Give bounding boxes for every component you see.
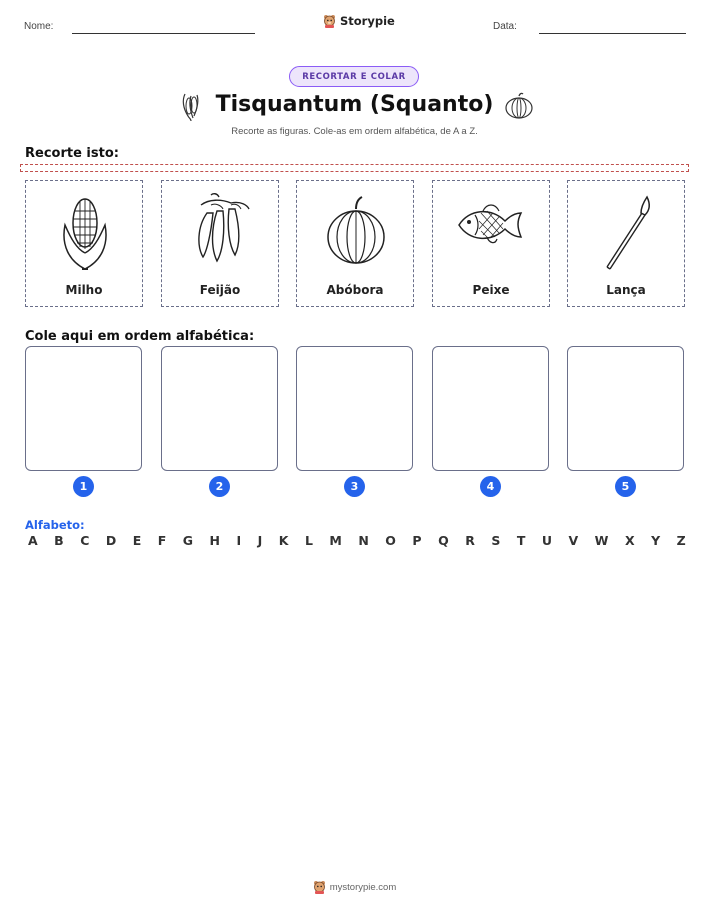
fish-icon — [455, 191, 525, 273]
paste-section-heading: Cole aqui em ordem alfabética: — [25, 329, 255, 344]
alphabet-letter: D — [105, 533, 117, 548]
alphabet-letter: Z — [676, 533, 686, 548]
spear-icon — [597, 191, 657, 273]
alphabet-letter: C — [80, 533, 90, 548]
alphabet-letter: U — [541, 533, 552, 548]
alphabet-heading: Alfabeto: — [25, 518, 85, 532]
page-title: Tisquantum (Squanto) — [215, 92, 494, 117]
paste-slot-5[interactable] — [567, 346, 684, 471]
alphabet-letter: E — [132, 533, 142, 548]
date-line[interactable] — [539, 33, 686, 34]
alphabet-letter: I — [236, 533, 242, 548]
alphabet-row — [28, 533, 686, 548]
alphabet-letter: A — [28, 533, 38, 548]
alphabet-letter: N — [358, 533, 369, 548]
alphabet-letter: J — [257, 533, 263, 548]
card-label: Milho — [65, 283, 103, 297]
name-label: Nome: — [24, 21, 54, 32]
slot-number-4: 4 — [480, 476, 501, 497]
card-label: Feijão — [199, 283, 241, 297]
paste-slot-2[interactable] — [161, 346, 278, 471]
instructions: Recorte as figuras. Cole-as em ordem alfabética, de A a Z. — [231, 126, 478, 137]
paste-slot-4[interactable] — [432, 346, 549, 471]
card-label: Peixe — [472, 283, 510, 297]
cutout-card-abobora[interactable] — [296, 180, 414, 307]
storypie-bear-icon — [313, 880, 326, 894]
slot-number-3: 3 — [344, 476, 365, 497]
alphabet-letter: Y — [651, 533, 661, 548]
card-label: Abóbora — [326, 283, 384, 297]
alphabet-letter: L — [304, 533, 313, 548]
alphabet-letter: H — [209, 533, 221, 548]
alphabet-letter: Q — [438, 533, 449, 548]
alphabet-letter: P — [412, 533, 422, 548]
paste-slot-3[interactable] — [296, 346, 413, 471]
cutout-card-milho[interactable] — [25, 180, 143, 307]
cut-section-heading: Recorte isto: — [25, 146, 119, 161]
cutout-card-peixe[interactable] — [432, 180, 550, 307]
alphabet-letter: W — [594, 533, 609, 548]
cut-line — [20, 164, 689, 172]
alphabet-letter: V — [568, 533, 579, 548]
alphabet-letter: T — [516, 533, 526, 548]
alphabet-letter: R — [465, 533, 475, 548]
alphabet-letter: G — [182, 533, 194, 548]
cutout-card-lanca[interactable] — [567, 180, 685, 307]
alphabet-letter: B — [54, 533, 64, 548]
beans-icon — [191, 191, 251, 273]
footer-url[interactable]: mystorypie.com — [329, 881, 397, 893]
alphabet-letter: O — [385, 533, 396, 548]
cutout-card-feijao[interactable] — [161, 180, 279, 307]
slot-number-5: 5 — [615, 476, 636, 497]
pumpkin-icon — [326, 191, 386, 273]
slot-number-2: 2 — [209, 476, 230, 497]
paste-slot-1[interactable] — [25, 346, 142, 471]
brand-logo — [323, 14, 395, 28]
alphabet-letter: M — [329, 533, 342, 548]
pumpkin-icon — [504, 92, 534, 120]
alphabet-letter: S — [491, 533, 501, 548]
slot-number-1: 1 — [73, 476, 94, 497]
card-label: Lança — [606, 283, 646, 297]
activity-badge: RECORTAR E COLAR — [289, 66, 419, 87]
date-label: Data: — [493, 21, 517, 32]
footer — [0, 880, 709, 894]
alphabet-letter: X — [624, 533, 635, 548]
alphabet-letter: K — [278, 533, 289, 548]
brand-name: Storypie — [340, 14, 395, 28]
storypie-bear-icon — [323, 14, 336, 28]
corn-icon — [55, 191, 115, 273]
alphabet-letter: F — [157, 533, 167, 548]
name-line[interactable] — [72, 33, 255, 34]
